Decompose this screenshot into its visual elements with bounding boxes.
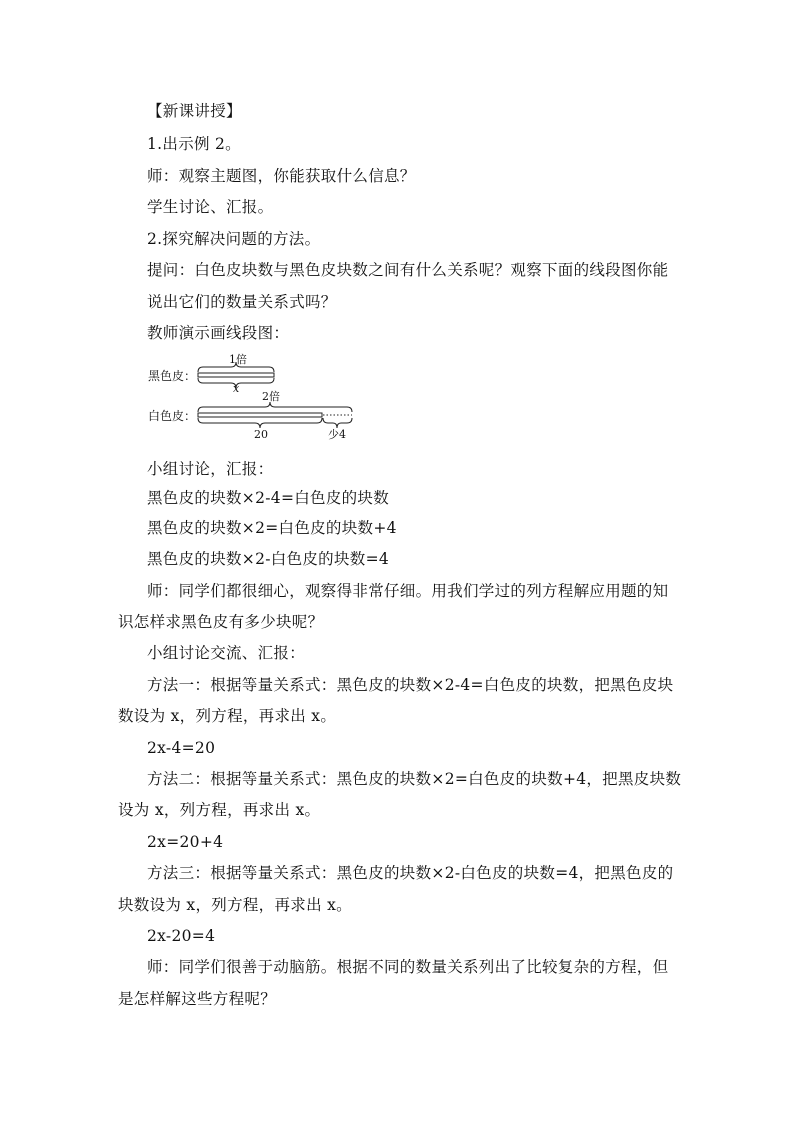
text-line: 1.出示例 2。: [147, 135, 241, 153]
text-line: 2.探究解决问题的方法。: [147, 230, 321, 248]
text-line: 数设为 x，列方程，再求出 x。: [118, 707, 337, 725]
text-line: 说出它们的数量关系式吗？: [147, 293, 337, 311]
white-bottom-less-label: 少4: [328, 428, 346, 441]
text-line: 提问：白色皮块数与黑色皮块数之间有什么关系呢？观察下面的线段图你能: [147, 261, 669, 279]
black-bottom-label: x: [233, 382, 240, 395]
text-line: 方法一：根据等量关系式：黑色皮的块数×2-4=白色皮的块数，把黑色皮块: [147, 676, 674, 694]
black-top-label: 1倍: [229, 353, 247, 366]
black-label: 黑色皮：: [148, 369, 197, 383]
text-line: 方法三：根据等量关系式：黑色皮的块数×2-白色皮的块数=4，把黑色皮的: [147, 864, 674, 882]
black-top-brace: [198, 362, 274, 372]
text-line: 是怎样解这些方程呢？: [118, 990, 277, 1008]
white-bottom-brace-main: [198, 418, 322, 428]
text-line: 块数设为 x，列方程，再求出 x。: [118, 896, 352, 914]
text-line: 学生讨论、汇报。: [147, 198, 274, 216]
text-line: 设为 x，列方程，再求出 x。: [118, 801, 321, 819]
white-bottom-main-label: 20: [254, 428, 268, 441]
line-segment-diagram: [140, 348, 380, 444]
text-line: 黑色皮的块数×2-4=白色皮的块数: [147, 489, 390, 507]
text-line: 师：观察主题图，你能获取什么信息？: [147, 167, 416, 185]
text-line: 黑色皮的块数×2=白色皮的块数+4: [147, 519, 397, 537]
text-line: 教师演示画线段图：: [147, 324, 290, 342]
text-line: 师：同学们都很细心，观察得非常仔细。用我们学过的列方程解应用题的知: [147, 582, 669, 600]
text-line: 识怎样求黑色皮有多少块呢？: [118, 613, 324, 631]
white-top-label: 2倍: [262, 390, 280, 403]
text-line: 方法二：根据等量关系式：黑色皮的块数×2=白色皮的块数+4，把黑皮块数: [147, 770, 682, 788]
equation: 2x=20+4: [147, 833, 224, 851]
equation: 2x-4=20: [147, 739, 216, 757]
white-top-brace: [198, 402, 352, 412]
text-line: 黑色皮的块数×2-白色皮的块数=4: [147, 550, 390, 568]
white-segment: [198, 413, 322, 417]
white-bottom-brace-less: [323, 418, 352, 428]
section-title: 【新课讲授】: [147, 102, 242, 120]
text-line: 小组讨论交流、汇报：: [147, 644, 306, 662]
white-label: 白色皮：: [148, 409, 197, 423]
black-segment: [198, 373, 274, 377]
equation: 2x-20=4: [147, 927, 216, 945]
text-line: 小组讨论，汇报：: [147, 460, 274, 478]
text-line: 师：同学们很善于动脑筋。根据不同的数量关系列出了比较复杂的方程，但: [147, 958, 669, 976]
